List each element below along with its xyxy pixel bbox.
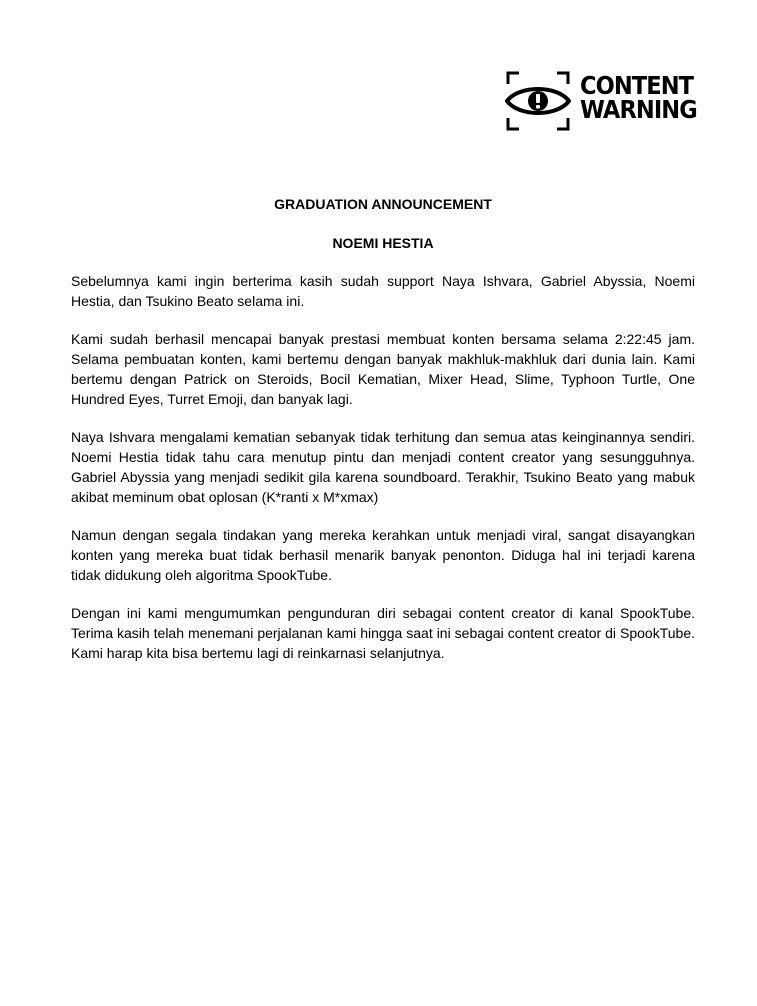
document-subtitle: NOEMI HESTIA — [332, 235, 434, 251]
paragraph-4: Namun dengan segala tindakan yang mereka kerahkan untuk menjadi viral, sangat disayangkan konten yang mereka buat tidak berhasil menarik banyak penonton. Diduga hal ini terjadi karena tidak didukung oleh algoritma SpookTube. — [71, 527, 695, 583]
paragraph-5: Dengan ini kami mengumumkan pengunduran diri sebagai content creator di kanal SpookTube. Terima kasih telah menemani perjalanan kami hingga saat ini sebagai content creator di SpookTube. Kami harap kita bisa bertemu lagi di reinkarnasi selanjutnya. — [71, 605, 695, 661]
eye-warning-icon — [505, 70, 571, 132]
logo-line-2: WARNING — [580, 95, 697, 124]
paragraph-2: Kami sudah berhasil mencapai banyak prestasi membuat konten bersama selama 2:22:45 jam. Selama pembuatan konten, kami bertemu dengan banyak makhluk-makhluk dari dunia lain. Kami bertemu dengan Patrick on Steroids, Bocil Kematian, Mixer Head, Slime, Typhoon Turtle, One Hundred Eyes, Turret Emoji, dan banyak lagi. — [71, 331, 695, 407]
document-body — [71, 271, 695, 681]
document-title: GRADUATION ANNOUNCEMENT — [274, 196, 492, 212]
paragraph-1: Sebelumnya kami ingin berterima kasih sudah support Naya Ishvara, Gabriel Abyssia, Noemi Hestia, dan Tsukino Beato selama ini. — [71, 273, 695, 309]
paragraph-3: Naya Ishvara mengalami kematian sebanyak tidak terhitung dan semua atas keinginannya sendiri. Noemi Hestia tidak tahu cara menutup pintu dan menjadi content creator yang sesungguhnya. Gabriel Abyssia yang menjadi sedikit gila karena soundboard. Terakhir, Tsukino Beato yang mabuk akibat meminum obat oplosan (K*ranti x M*xmax) — [71, 429, 695, 505]
content-warning-logo — [505, 70, 700, 132]
logo-line-1: CONTENT — [580, 71, 694, 100]
logo-wordmark — [580, 71, 697, 124]
